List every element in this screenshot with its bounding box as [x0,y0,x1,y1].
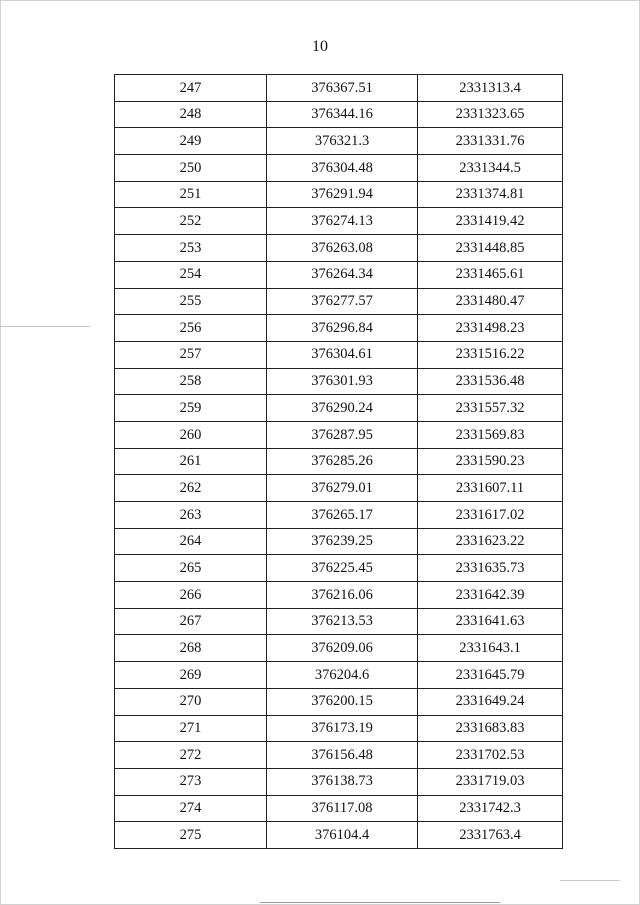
x-coordinate-cell: 376367.51 [267,75,418,102]
y-coordinate-cell: 2331480.47 [418,288,563,315]
point-number-cell: 268 [115,635,267,662]
x-coordinate-cell: 376301.93 [267,368,418,395]
y-coordinate-cell: 2331635.73 [418,555,563,582]
point-number-cell: 255 [115,288,267,315]
table-row [115,582,563,609]
x-coordinate-cell: 376225.45 [267,555,418,582]
x-coordinate-cell: 376304.48 [267,155,418,182]
x-coordinate-cell: 376287.95 [267,421,418,448]
table-row [115,261,563,288]
y-coordinate-cell: 2331702.53 [418,742,563,769]
x-coordinate-cell: 376117.08 [267,795,418,822]
y-coordinate-cell: 2331763.4 [418,822,563,849]
table-row [115,315,563,342]
point-number-cell: 262 [115,475,267,502]
table-row [115,688,563,715]
table-row [115,368,563,395]
table-row [115,421,563,448]
scan-mark [560,880,620,881]
y-coordinate-cell: 2331448.85 [418,235,563,262]
x-coordinate-cell: 376279.01 [267,475,418,502]
x-coordinate-cell: 376277.57 [267,288,418,315]
point-number-cell: 269 [115,662,267,689]
point-number-cell: 250 [115,155,267,182]
table-row [115,128,563,155]
point-number-cell: 261 [115,448,267,475]
table-row [115,608,563,635]
y-coordinate-cell: 2331344.5 [418,155,563,182]
table-row [115,341,563,368]
point-number-cell: 254 [115,261,267,288]
table-row [115,75,563,102]
y-coordinate-cell: 2331465.61 [418,261,563,288]
coordinate-table-body [115,75,563,849]
scan-mark [0,326,90,327]
x-coordinate-cell: 376156.48 [267,742,418,769]
y-coordinate-cell: 2331641.63 [418,608,563,635]
x-coordinate-cell: 376209.06 [267,635,418,662]
point-number-cell: 258 [115,368,267,395]
x-coordinate-cell: 376204.6 [267,662,418,689]
page-number: 10 [312,38,328,55]
x-coordinate-cell: 376290.24 [267,395,418,422]
table-row [115,395,563,422]
table-row [115,795,563,822]
x-coordinate-cell: 376138.73 [267,768,418,795]
point-number-cell: 259 [115,395,267,422]
y-coordinate-cell: 2331374.81 [418,181,563,208]
table-row [115,768,563,795]
point-number-cell: 253 [115,235,267,262]
x-coordinate-cell: 376291.94 [267,181,418,208]
y-coordinate-cell: 2331683.83 [418,715,563,742]
y-coordinate-cell: 2331623.22 [418,528,563,555]
table-row [115,742,563,769]
table-row [115,448,563,475]
y-coordinate-cell: 2331557.32 [418,395,563,422]
y-coordinate-cell: 2331642.39 [418,582,563,609]
table-row [115,155,563,182]
point-number-cell: 247 [115,75,267,102]
y-coordinate-cell: 2331569.83 [418,421,563,448]
y-coordinate-cell: 2331313.4 [418,75,563,102]
coordinate-table [114,74,563,849]
y-coordinate-cell: 2331719.03 [418,768,563,795]
table-row [115,555,563,582]
point-number-cell: 264 [115,528,267,555]
table-row [115,502,563,529]
point-number-cell: 275 [115,822,267,849]
table-row [115,822,563,849]
table-row [115,208,563,235]
point-number-cell: 251 [115,181,267,208]
table-row [115,101,563,128]
x-coordinate-cell: 376216.06 [267,582,418,609]
point-number-cell: 248 [115,101,267,128]
point-number-cell: 252 [115,208,267,235]
x-coordinate-cell: 376264.34 [267,261,418,288]
table-row [115,475,563,502]
x-coordinate-cell: 376304.61 [267,341,418,368]
point-number-cell: 273 [115,768,267,795]
x-coordinate-cell: 376274.13 [267,208,418,235]
scan-mark [260,902,500,903]
x-coordinate-cell: 376239.25 [267,528,418,555]
point-number-cell: 257 [115,341,267,368]
table-row [115,181,563,208]
y-coordinate-cell: 2331617.02 [418,502,563,529]
y-coordinate-cell: 2331536.48 [418,368,563,395]
y-coordinate-cell: 2331742.3 [418,795,563,822]
table-row [115,528,563,555]
point-number-cell: 263 [115,502,267,529]
table-row [115,635,563,662]
x-coordinate-cell: 376173.19 [267,715,418,742]
y-coordinate-cell: 2331516.22 [418,341,563,368]
y-coordinate-cell: 2331643.1 [418,635,563,662]
table-row [115,288,563,315]
point-number-cell: 265 [115,555,267,582]
point-number-cell: 266 [115,582,267,609]
y-coordinate-cell: 2331590.23 [418,448,563,475]
x-coordinate-cell: 376104.4 [267,822,418,849]
point-number-cell: 270 [115,688,267,715]
x-coordinate-cell: 376265.17 [267,502,418,529]
x-coordinate-cell: 376285.26 [267,448,418,475]
x-coordinate-cell: 376344.16 [267,101,418,128]
table-row [115,235,563,262]
x-coordinate-cell: 376200.15 [267,688,418,715]
point-number-cell: 256 [115,315,267,342]
point-number-cell: 272 [115,742,267,769]
x-coordinate-cell: 376296.84 [267,315,418,342]
point-number-cell: 249 [115,128,267,155]
y-coordinate-cell: 2331498.23 [418,315,563,342]
y-coordinate-cell: 2331649.24 [418,688,563,715]
table-row [115,662,563,689]
table-row [115,715,563,742]
point-number-cell: 260 [115,421,267,448]
point-number-cell: 271 [115,715,267,742]
y-coordinate-cell: 2331419.42 [418,208,563,235]
x-coordinate-cell: 376263.08 [267,235,418,262]
point-number-cell: 267 [115,608,267,635]
y-coordinate-cell: 2331607.11 [418,475,563,502]
x-coordinate-cell: 376321.3 [267,128,418,155]
point-number-cell: 274 [115,795,267,822]
y-coordinate-cell: 2331323.65 [418,101,563,128]
y-coordinate-cell: 2331331.76 [418,128,563,155]
y-coordinate-cell: 2331645.79 [418,662,563,689]
x-coordinate-cell: 376213.53 [267,608,418,635]
